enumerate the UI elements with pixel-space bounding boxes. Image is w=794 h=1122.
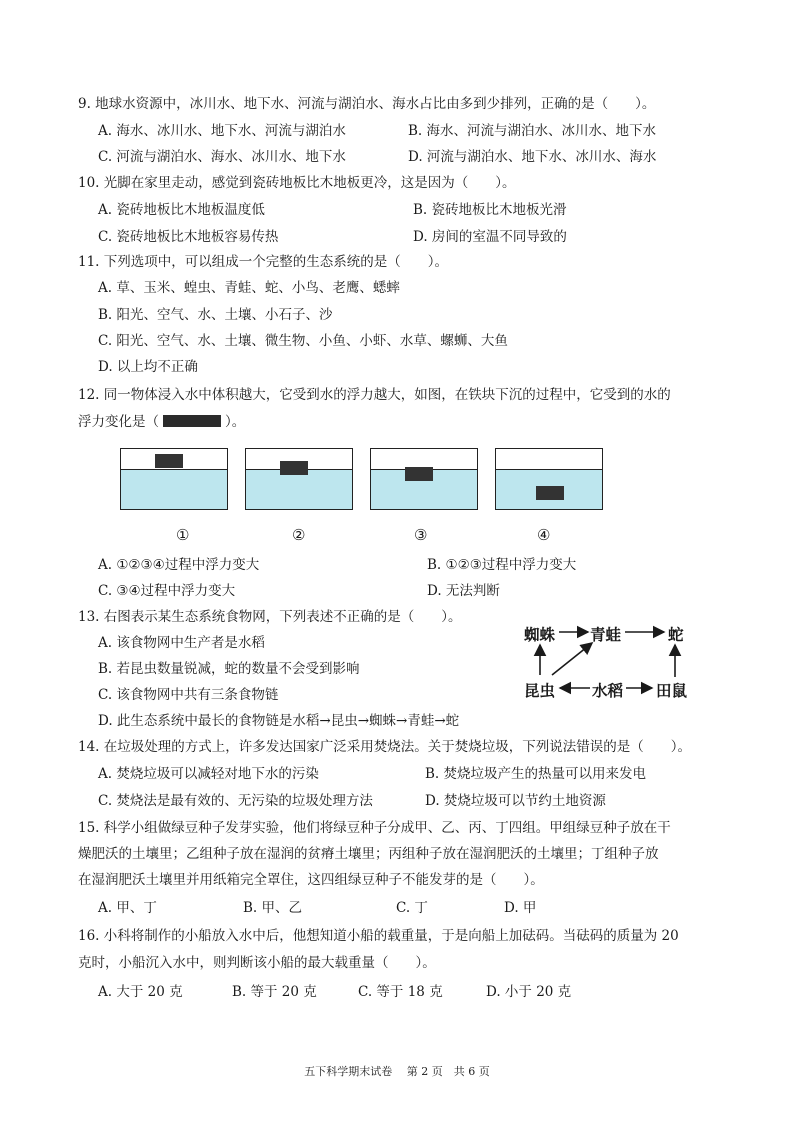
q9-option-c[interactable]: C. 河流与湖泊水、海水、冰川水、地下水 bbox=[98, 149, 346, 165]
tank-label-2: ② bbox=[292, 526, 306, 544]
q12-stem-line2-start: 浮力变化是（ bbox=[78, 414, 159, 430]
food-web-snake: 蛇 bbox=[668, 626, 684, 644]
q16-stem-line2: 克时，小船沉入水中，则判断该小船的最大载重量（ ）。 bbox=[78, 955, 436, 971]
q9-stem: 9. 地球水资源中，冰川水、地下水、河流与湖泊水、海水占比由多到少排列，正确的是（ ）。 bbox=[78, 96, 656, 112]
food-web-arrows bbox=[500, 615, 710, 710]
q15-stem-line2: 燥肥沃的土壤里；乙组种子放在湿润的贫瘠土壤里；丙组种子放在湿润肥沃的土壤里；丁组种子放 bbox=[78, 846, 659, 862]
tank-2 bbox=[245, 448, 353, 510]
q13-option-c[interactable]: C. 该食物网中共有三条食物链 bbox=[98, 687, 279, 703]
q14-option-c[interactable]: C. 焚烧法是最有效的、无污染的垃圾处理方法 bbox=[98, 793, 373, 809]
q14-option-b[interactable]: B. 焚烧垃圾产生的热量可以用来发电 bbox=[425, 766, 647, 782]
q9-option-d[interactable]: D. 河流与湖泊水、地下水、冰川水、海水 bbox=[408, 149, 657, 165]
q13-option-d[interactable]: D. 此生态系统中最长的食物链是水稻→昆虫→蜘蛛→青蛙→蛇 bbox=[98, 713, 460, 729]
q11-stem: 11. 下列选项中，可以组成一个完整的生态系统的是（ ）。 bbox=[78, 254, 449, 270]
q14-option-a[interactable]: A. 焚烧垃圾可以减轻对地下水的污染 bbox=[98, 766, 319, 782]
q16-stem-line1: 16. 小科将制作的小船放入水中后，他想知道小船的载重量，于是向船上加砝码。当砝码的质量为 20 bbox=[78, 928, 679, 944]
q10-option-a[interactable]: A. 瓷砖地板比木地板温度低 bbox=[98, 202, 265, 218]
q13-option-a[interactable]: A. 该食物网中生产者是水稻 bbox=[98, 635, 265, 651]
food-web-insect: 昆虫 bbox=[524, 682, 556, 700]
q13-stem: 13. 右图表示某生态系统食物网，下列表述不正确的是（ ）。 bbox=[78, 609, 462, 625]
q16-option-d[interactable]: D. 小于 20 克 bbox=[486, 984, 572, 1000]
tank-4 bbox=[495, 448, 603, 510]
tank-label-4: ④ bbox=[537, 526, 551, 544]
iron-block-4 bbox=[536, 486, 564, 500]
q16-option-c[interactable]: C. 等于 18 克 bbox=[358, 984, 443, 1000]
tank-label-1: ① bbox=[176, 526, 190, 544]
iron-block-3 bbox=[405, 467, 433, 481]
q16-option-b[interactable]: B. 等于 20 克 bbox=[232, 984, 317, 1000]
food-web-rice: 水稻 bbox=[592, 682, 624, 700]
q15-option-d[interactable]: D. 甲 bbox=[504, 900, 537, 916]
tank-2-water bbox=[246, 469, 352, 509]
tank-3 bbox=[370, 448, 478, 510]
answer-blank bbox=[163, 415, 221, 427]
q15-stem-line1: 15. 科学小组做绿豆种子发芽实验，他们将绿豆种子分成甲、乙、丙、丁四组。甲组绿豆种子放在干 bbox=[78, 820, 671, 836]
q12-stem-line2-end: ）。 bbox=[225, 414, 246, 430]
arrow-insect-frog bbox=[552, 643, 592, 675]
food-web-mouse: 田鼠 bbox=[656, 682, 688, 700]
q15-option-c[interactable]: C. 丁 bbox=[396, 900, 428, 916]
q12-option-b[interactable]: B. ①②③过程中浮力变大 bbox=[427, 557, 577, 573]
tank-label-3: ③ bbox=[414, 526, 428, 544]
iron-block-1 bbox=[155, 454, 183, 468]
food-web-spider: 蜘蛛 bbox=[524, 626, 556, 644]
q11-option-d[interactable]: D. 以上均不正确 bbox=[98, 359, 198, 375]
q11-option-c[interactable]: C. 阳光、空气、水、土壤、微生物、小鱼、小虾、水草、螺蛳、大鱼 bbox=[98, 333, 508, 349]
q11-option-a[interactable]: A. 草、玉米、蝗虫、青蛙、蛇、小鸟、老鹰、蟋蟀 bbox=[98, 280, 400, 296]
food-web-frog: 青蛙 bbox=[590, 626, 622, 644]
q12-option-d[interactable]: D. 无法判断 bbox=[427, 583, 500, 599]
iron-block-2 bbox=[280, 461, 308, 475]
q12-option-c[interactable]: C. ③④过程中浮力变大 bbox=[98, 583, 236, 599]
tank-1-water bbox=[121, 469, 227, 509]
q10-stem: 10. 光脚在家里走动，感觉到瓷砖地板比木地板更冷，这是因为（ ）。 bbox=[78, 175, 516, 191]
q13-option-b[interactable]: B. 若昆虫数量锐减，蛇的数量不会受到影响 bbox=[98, 661, 360, 677]
q10-option-d[interactable]: D. 房间的室温不同导致的 bbox=[413, 229, 567, 245]
q12-stem-line2 bbox=[78, 413, 245, 431]
q9-option-a[interactable]: A. 海水、冰川水、地下水、河流与湖泊水 bbox=[98, 123, 346, 139]
q10-option-b[interactable]: B. 瓷砖地板比木地板光滑 bbox=[413, 202, 567, 218]
q10-option-c[interactable]: C. 瓷砖地板比木地板容易传热 bbox=[98, 229, 279, 245]
q15-option-b[interactable]: B. 甲、乙 bbox=[243, 900, 303, 916]
tank-1 bbox=[120, 448, 228, 510]
q14-stem: 14. 在垃圾处理的方式上，许多发达国家广泛采用焚烧法。关于焚烧垃圾，下列说法错误的是（ ）。 bbox=[78, 739, 692, 755]
q11-option-b[interactable]: B. 阳光、空气、水、土壤、小石子、沙 bbox=[98, 307, 333, 323]
q12-stem-line1: 12. 同一物体浸入水中体积越大，它受到水的浮力越大，如图，在铁块下沉的过程中，它受到的水的 bbox=[78, 387, 671, 403]
page-footer: 五下科学期末试卷 第 2 页 共 6 页 bbox=[304, 1065, 490, 1078]
q12-option-a[interactable]: A. ①②③④过程中浮力变大 bbox=[98, 557, 260, 573]
q15-stem-line3: 在湿润肥沃土壤里并用纸箱完全罩住，这四组绿豆种子不能发芽的是（ ）。 bbox=[78, 872, 544, 888]
q9-option-b[interactable]: B. 海水、河流与湖泊水、冰川水、地下水 bbox=[408, 123, 657, 139]
q15-option-a[interactable]: A. 甲、丁 bbox=[98, 900, 157, 916]
q14-option-d[interactable]: D. 焚烧垃圾可以节约土地资源 bbox=[425, 793, 606, 809]
q16-option-a[interactable]: A. 大于 20 克 bbox=[98, 984, 183, 1000]
